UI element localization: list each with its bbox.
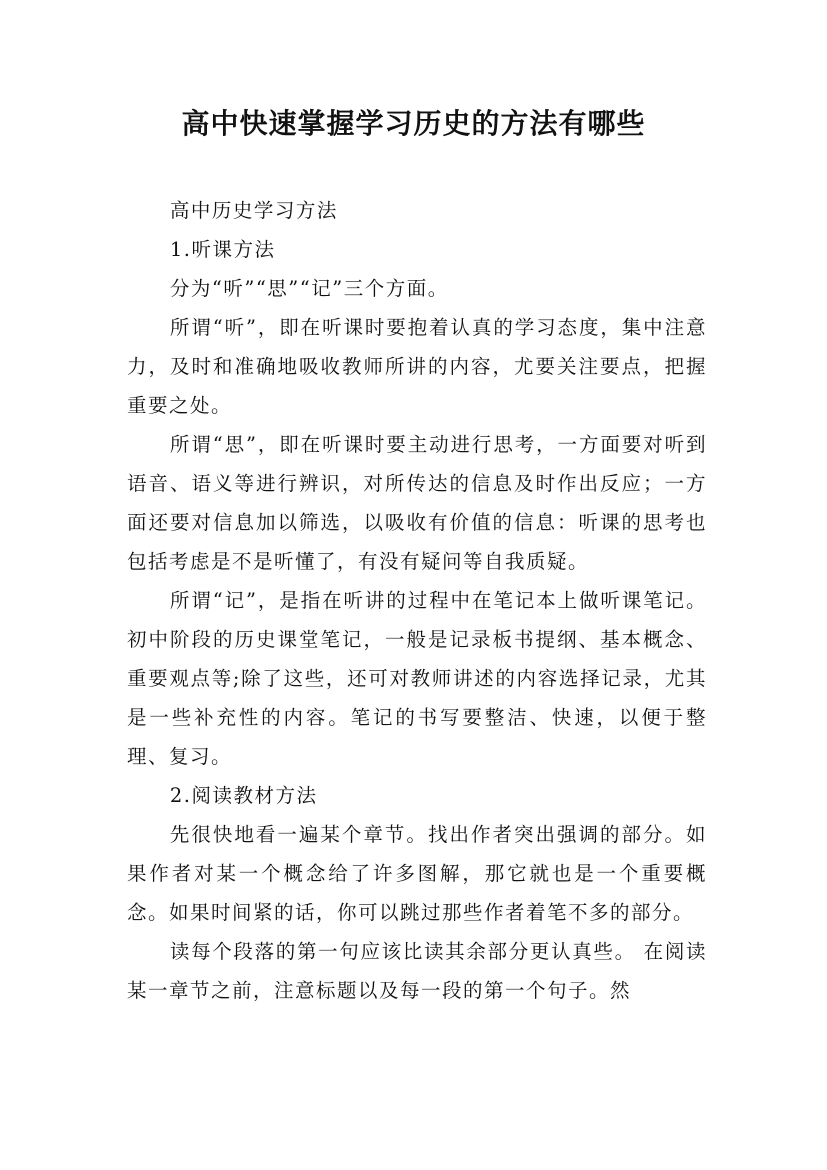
paragraph: 分为“听”“思”“记”三个方面。	[169, 277, 449, 300]
paragraph: 所谓“听”，即在听课时要抱着认真的学习态度，集中注意力，及时和准确地吸收教师所讲的内容，尤要关注要点，把握重要之处。	[127, 316, 707, 417]
paragraph: 所谓“记”，是指在听讲的过程中在笔记本上做听课笔记。初中阶段的历史课堂笔记，一般是记录板书提纲、基本概念、重要观点等;除了这些，还可对教师讲述的内容选择记录，尤其是一些补充性的内容。笔记的书写要整洁、快速，以便于整理、复习。	[127, 589, 707, 768]
document-title: 高中快速掌握学习历史的方法有哪些	[181, 107, 646, 140]
document-body	[127, 191, 707, 1010]
paragraph-listening-heading: 1.听课方法	[169, 238, 276, 261]
paragraph: 所谓“思”，即在听课时要主动进行思考，一方面要对听到语音、语义等进行辨识，对所传达的信息及时作出反应；一方面还要对信息加以筛选，以吸收有价值的信息：听课的思考也包括考虑是不是听懂了，有没有疑问等自我质疑。	[127, 433, 707, 573]
paragraph: 先很快地看一遍某个章节。找出作者突出强调的部分。如果作者对某一个概念给了许多图解，那它就也是一个重要概念。如果时间紧的话，你可以跳过那些作者着笔不多的部分。	[127, 823, 707, 924]
paragraph-section-heading: 高中历史学习方法	[169, 199, 338, 222]
paragraph: 读每个段落的第一句应该比读其余部分更认真些。 在阅读某一章节之前，注意标题以及每一段的第一个句子。然	[127, 940, 707, 1002]
paragraph-reading-heading: 2.阅读教材方法	[169, 784, 318, 807]
